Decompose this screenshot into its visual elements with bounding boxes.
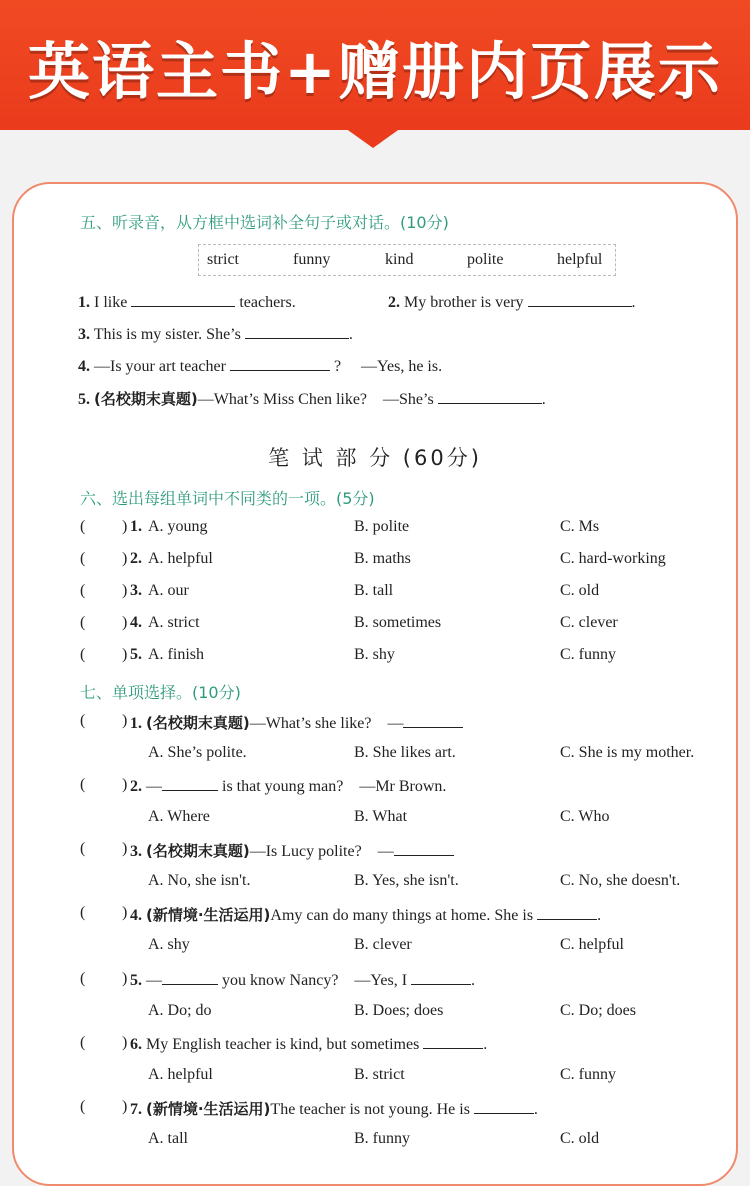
answer-paren-close: ) [122,970,128,987]
written-part-heading: 笔 试 部 分 (60分) [268,446,482,470]
section-5-title: 五、听录音，从方框中选词补全句子或对话。(10分) [80,213,449,232]
answer-paren-open[interactable]: ( [80,518,86,535]
worksheet-page [12,182,738,1186]
option-a: A. our [148,582,189,599]
option-a: A. helpful [148,1066,213,1083]
answer-paren-close: ) [122,840,128,857]
question-number: 4. [130,614,142,631]
question-text: 6. My English teacher is kind, but sometimes . [130,1036,488,1053]
option-a: A. No, she isn't. [148,872,251,889]
option-b: B. Does; does [354,1002,444,1019]
question-number: 3. [130,582,142,599]
option-b: B. strict [354,1066,405,1083]
answer-blank[interactable] [162,970,218,985]
answer-blank[interactable] [394,841,454,856]
word-bank-item: funny [293,251,331,268]
answer-paren-open[interactable]: ( [80,776,86,793]
word-bank-item: helpful [557,251,603,268]
section-6-title: 六、选出每组单词中不同类的一项。(5分) [80,489,375,508]
answer-paren-close: ) [122,518,128,535]
answer-paren-open[interactable]: ( [80,614,86,631]
answer-paren-open[interactable]: ( [80,1034,86,1051]
option-c: C. hard-working [560,550,666,567]
answer-blank[interactable] [528,292,632,307]
answer-paren-close: ) [122,550,128,567]
option-b: B. What [354,808,408,825]
word-bank-item: polite [467,251,504,268]
answer-paren-close: ) [122,1034,128,1051]
word-bank-item: kind [385,251,414,268]
option-a: A. finish [148,646,204,663]
option-b: B. funny [354,1130,410,1147]
option-b: B. maths [354,550,411,567]
option-c: C. old [560,582,600,599]
option-b: B. tall [354,582,394,599]
option-c: C. funny [560,646,616,663]
section-7-title: 七、单项选择。(10分) [80,683,241,702]
sec5-q2: 2. My brother is very . [388,294,636,311]
question-number: 2. [130,550,142,567]
answer-paren-close: ) [122,582,128,599]
answer-blank[interactable] [245,324,349,339]
option-a: A. strict [148,614,200,631]
option-c: C. helpful [560,936,624,953]
question-number: 5. [130,646,142,663]
answer-blank[interactable] [230,356,330,371]
option-c: C. No, she doesn't. [560,872,681,889]
answer-paren-open[interactable]: ( [80,646,86,663]
option-a: A. Where [148,808,210,825]
answer-blank[interactable] [438,389,542,404]
sec5-q1: 1. I like teachers. [78,294,296,311]
answer-paren-open[interactable]: ( [80,582,86,599]
banner-title: 英语主书+赠册内页展示 [28,35,722,108]
question-text: 7. (新情境·生活运用)The teacher is not young. He is . [130,1100,538,1118]
answer-paren-close: ) [122,776,128,793]
sec5-q4: 4. —Is your art teacher ? —Yes, he is. [78,358,443,375]
option-a: A. Do; do [148,1002,212,1019]
word-bank-item: strict [207,251,239,268]
option-b: B. She likes art. [354,744,456,761]
question-text: 5. — you know Nancy? —Yes, I . [130,972,476,989]
option-b: B. sometimes [354,614,442,631]
question-text: 2. — is that young man? —Mr Brown. [130,778,447,795]
answer-paren-open[interactable]: ( [80,550,86,567]
answer-paren-close: ) [122,1098,128,1115]
answer-paren-open[interactable]: ( [80,970,86,987]
answer-paren-open[interactable]: ( [80,712,86,729]
answer-paren-open[interactable]: ( [80,1098,86,1115]
answer-paren-close: ) [122,646,128,663]
option-a: A. shy [148,936,190,953]
question-text: 3. (名校期末真题)—Is Lucy polite? — [130,840,454,861]
option-c: C. clever [560,614,618,631]
option-b: B. clever [354,936,412,953]
answer-paren-open[interactable]: ( [80,904,86,921]
question-number: 1. [130,518,142,535]
header-banner [0,0,750,130]
answer-blank[interactable] [403,713,463,728]
answer-paren-close: ) [122,614,128,631]
option-b: B. polite [354,518,410,535]
answer-blank[interactable] [411,970,471,985]
sec5-q5: 5. (名校期末真题)—What’s Miss Chen like? —She’s . [78,390,546,408]
answer-paren-close: ) [122,712,128,729]
sec5-q3: 3. This is my sister. She’s . [78,326,353,343]
word-bank [198,244,616,276]
answer-paren-open[interactable]: ( [80,840,86,857]
answer-blank[interactable] [474,1099,534,1114]
answer-paren-close: ) [122,904,128,921]
option-a: A. tall [148,1130,188,1147]
option-c: C. Ms [560,518,600,535]
option-c: C. old [560,1130,600,1147]
question-text: 4. (新情境·生活运用)Amy can do many things at home. She is . [130,906,602,924]
option-c: C. funny [560,1066,616,1083]
banner-pointer [345,128,401,148]
answer-blank[interactable] [537,905,597,920]
question-text: 1. (名校期末真题)—What’s she like? — [130,712,463,733]
option-c: C. She is my mother. [560,744,695,761]
option-a: A. She’s polite. [148,744,247,761]
answer-blank[interactable] [162,776,218,791]
option-b: B. shy [354,646,395,663]
option-c: C. Who [560,808,610,825]
option-a: A. helpful [148,550,213,567]
answer-blank[interactable] [423,1034,483,1049]
option-a: A. young [148,518,208,535]
answer-blank[interactable] [131,292,235,307]
option-b: B. Yes, she isn't. [354,872,459,889]
option-c: C. Do; does [560,1002,636,1019]
